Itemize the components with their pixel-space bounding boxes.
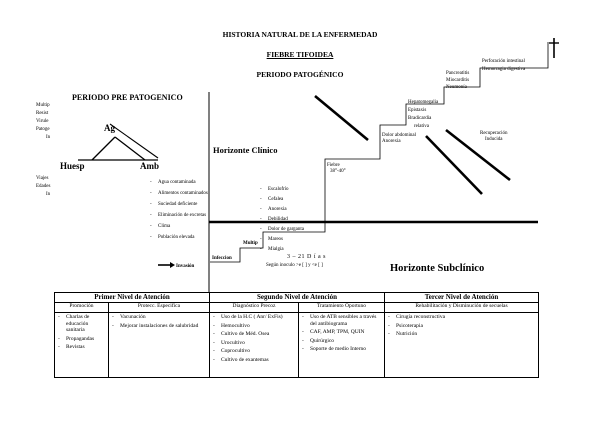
environment-item: - Alimentos contaminados [150,188,208,199]
symptom-item: - Dolor de garganta [260,225,304,235]
host-factor: Resist [36,111,49,116]
early-diagnosis-cell [210,313,299,378]
multiplication-label: Multip [243,241,258,246]
levels-content-row [55,313,539,378]
environment-item: - Eliminación de excretas [150,210,208,221]
fever-label: Fiebre [327,163,340,168]
triad-left-arm [92,137,115,160]
list-item: - Cirugía reconstructiva [388,314,535,321]
host-factor: Virule [36,119,49,124]
complication-item: Neumonía [446,85,467,90]
subheader-promotion: Promoción [55,303,109,313]
list-item: - Quirúrgico [302,338,381,345]
env-factor: Viajes [36,176,49,181]
early-symptoms-list [260,185,304,255]
abdominal-symptom: Anorexia [382,139,401,144]
symptom-item: - Cefalea [260,195,304,205]
hepato-item: Epistaxis [408,108,427,113]
page-title: HISTORIA NATURAL DE LA ENFERMEDAD [222,30,378,39]
env-factor: Edades [36,184,51,189]
invasion-label: Invasión [176,264,195,269]
host-label: Huesp [60,161,85,171]
env-factor: In [46,192,51,197]
hepato-item: Bradicardia [408,116,432,121]
list-item: - Mejorar instalaciones de salubridad [112,323,206,330]
list-item: - Cultivo de exantemas [213,357,295,364]
timely-treatment-cell [299,313,385,378]
triad-agent-line [110,124,158,158]
progression-arrow-2 [426,136,482,194]
disease-title: FIEBRE TIFOIDEA [266,50,334,59]
host-factor: Patoge [36,127,50,132]
host-factor-list [36,103,50,141]
subheader-specific-protection: Protecc. Especifica [109,303,210,313]
prepathogenic-title: PERIODO PRE PATOGENICO [72,93,183,102]
environment-items [150,177,208,243]
hepato-item: relativa [414,124,429,129]
list-item: - Psicoterapia [388,323,535,330]
incubation-note: Según inoculo >e [ ] y <e [ ] [266,263,323,268]
subheader-timely-treatment: Tratamiento Oportuno [299,303,385,313]
list-item: - Uso de la H.C ( Anr/ ExFis) [213,314,295,321]
list-item: - Hemocultivo [213,323,295,330]
symptom-item: - Mialgia [260,245,304,255]
perforation-item: Hemorragia digestiva [482,67,526,72]
recovery-label: Recuperación [480,131,508,136]
environment-label: Amb [140,161,160,171]
list-item: - Vacunación [112,314,206,321]
environment-item: - Suciedad deficiente [150,199,208,210]
agent-label: Ag [104,123,115,133]
list-item: - Revistas [58,344,105,351]
pathogenic-period-title: PERIODO PATOGÉNICO [256,70,344,79]
hepato-stage [408,99,438,131]
subheader-rehabilitation: Rehabilitación y Disminución de secuelas [385,303,539,313]
levels-subheader-row [55,303,539,313]
incubation-period: 3 – 21 D í a s [287,254,326,260]
list-item: - Propagandas [58,336,105,343]
environment-item: - Población elevada [150,232,208,243]
complication-item: Pancreatitis [446,71,470,76]
list-item: - Nutrición [388,331,535,338]
hepato-item: Hepatomegalia [408,100,439,105]
environment-item: - Clima [150,221,208,232]
list-item: - Coprocultivo [213,348,295,355]
subheader-early-diagnosis: Diagnóstico Precoz [210,303,299,313]
symptom-item: - Mareos [260,235,304,245]
list-item: - Charlas de educación sanitaria [58,314,105,334]
list-item: - Soporte de medio Interno [302,346,381,353]
level-3-title: Tercer Nivel de Atención [385,293,539,303]
level-2-title: Segundo Nivel de Atención [210,293,385,303]
host-factor: Multip [36,103,50,108]
promotion-cell [55,313,109,378]
progression-arrow-1 [315,96,368,140]
environment-factor-list [36,176,50,198]
perforation-stage [482,58,525,74]
host-factor: In [46,135,51,140]
triad-right-arm [115,137,145,160]
environment-item: - Agua contaminada [150,177,208,188]
infection-label: Infeccion [212,256,232,261]
abdominal-stage [382,133,416,145]
attention-levels-table [54,292,539,378]
symptom-item: - Escalofrío [260,185,304,195]
recovery-stage [480,131,508,143]
recovery-type: Inducida [485,137,503,142]
invasion-arrowhead [170,262,175,268]
symptom-item: - Anorexia [260,205,304,215]
list-item: - Urocultivo [213,340,295,347]
symptom-item: - Debilidad [260,215,304,225]
clinical-horizon-label: Horizonte Clínico [213,145,278,155]
rehabilitation-cell [385,313,539,378]
list-item: - Uso de ATB sensibles a través del antibiograma [302,314,381,327]
fever-stage [327,163,346,175]
specific-protection-cell [109,313,210,378]
list-item: - CAF, AMP, TPM, QUIN [302,329,381,336]
subclinical-horizon-label: Horizonte Subclínico [390,263,485,274]
perforation-item: Perforación intestinal [482,59,525,64]
complications-stage [446,70,469,91]
abdominal-symptom: Dolor abdominal [382,133,417,138]
level-1-title: Primer Nivel de Atención [55,293,210,303]
complication-item: Miocarditis [446,78,470,83]
fever-range: 38°-40° [330,169,346,174]
levels-header-row [55,293,539,303]
list-item: - Cultivo de Méd. Osea [213,331,295,338]
